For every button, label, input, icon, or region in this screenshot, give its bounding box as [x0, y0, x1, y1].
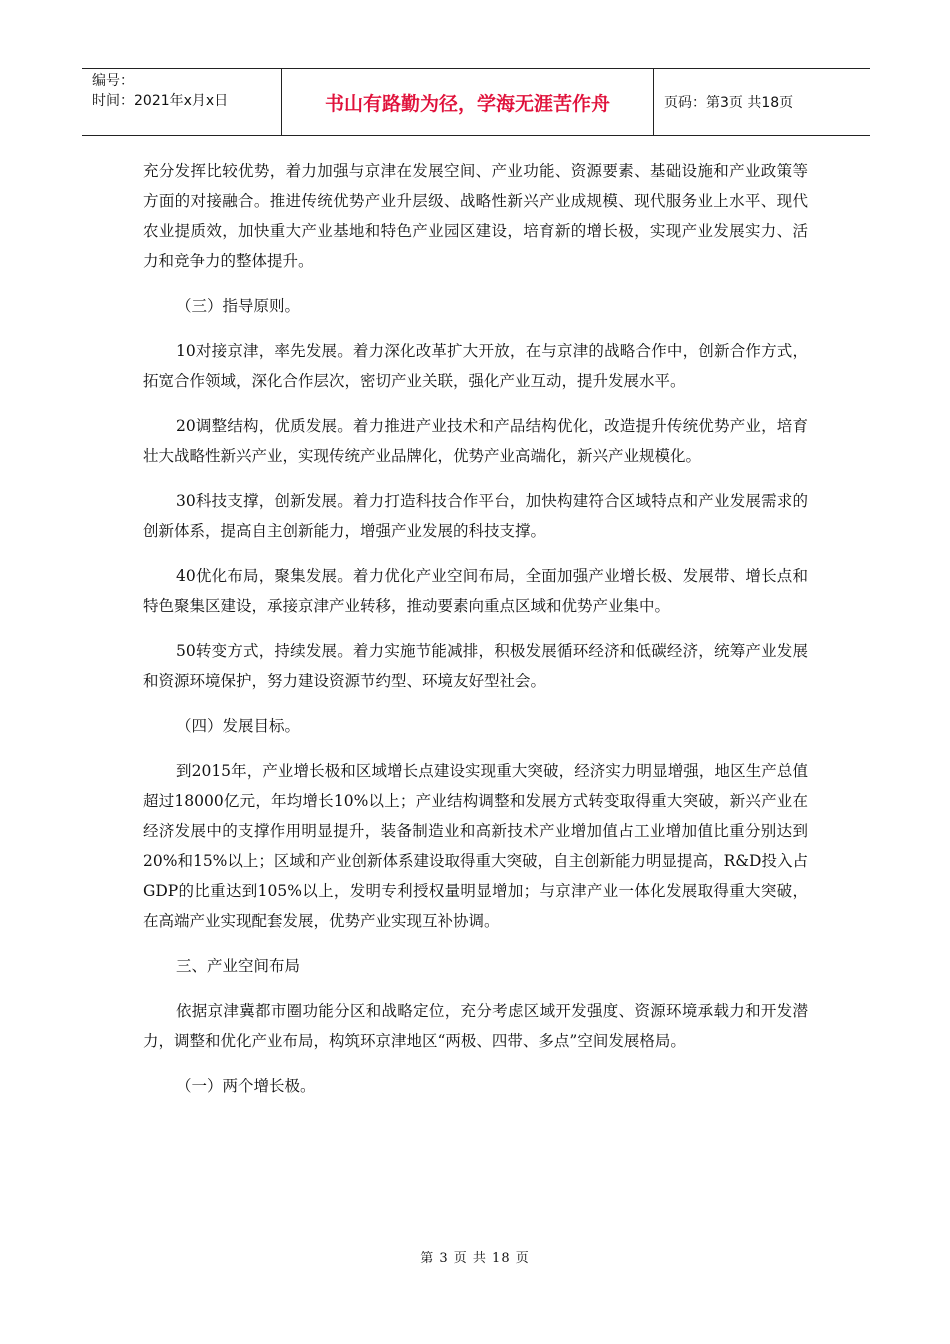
page-footer: 第 3 页 共 18 页	[420, 1251, 530, 1266]
paragraph: 依据京津冀都市圈功能分区和战略定位，充分考虑区域开发强度、资源环境承载力和开发潜力，调整和优化产业布局，构筑环京津地区“两极、四带、多点”空间发展格局。	[143, 1002, 808, 1050]
header-page-info: 页码：第3页 共18页	[664, 95, 794, 111]
document-time-label: 时间：2021年x月x日	[92, 93, 229, 109]
paragraph: 充分发挥比较优势，着力加强与京津在发展空间、产业功能、资源要素、基础设施和产业政策等方面的对接融合。推进传统优势产业升层级、战略性新兴产业成规模、现代服务业上水平、现代农业提质效，加快重大产业基地和特色产业园区建设，培育新的增长极，实现产业发展实力、活力和竞争力的整体提升。	[143, 162, 808, 270]
page-header	[82, 68, 870, 136]
paragraph: 10对接京津，率先发展。着力深化改革扩大开放，在与京津的战略合作中，创新合作方式，拓宽合作领域，深化合作层次，密切产业关联，强化产业互动，提升发展水平。	[143, 342, 808, 390]
paragraph: 50转变方式，持续发展。着力实施节能减排，积极发展循环经济和低碳经济，统筹产业发展和资源环境保护，努力建设资源节约型、环境友好型社会。	[143, 642, 808, 690]
paragraph: 20调整结构，优质发展。着力推进产业技术和产品结构优化，改造提升传统优势产业，培育壮大战略性新兴产业，实现传统产业品牌化，优势产业高端化，新兴产业规模化。	[143, 417, 808, 465]
header-meta	[82, 69, 282, 135]
header-motto: 书山有路勤为径，学海无涯苦作舟	[282, 69, 654, 135]
paragraph: 到2015年，产业增长极和区域增长点建设实现重大突破，经济实力明显增强，地区生产总值超过18000亿元，年均增长10%以上；产业结构调整和发展方式转变取得重大突破，新兴产业在经济发展中的支撑作用明显提升，装备制造业和高新技术产业增加值占工业增加值比重分别达到20%和15%以上；区域和产业创新体系建设取得重大突破，自主创新能力明显提高，R&D投入占GDP的比重达到105%以上，发明专利授权量明显增加；与京津产业一体化发展取得重大突破，在高端产业实现配套发展，优势产业实现互补协调。	[143, 762, 808, 930]
section-heading: （四）发展目标。	[176, 717, 301, 735]
section-heading: （一）两个增长极。	[176, 1077, 316, 1095]
document-body	[143, 156, 808, 1116]
section-heading: 三、产业空间布局	[176, 957, 301, 975]
paragraph: 40优化布局，聚集发展。着力优化产业空间布局，全面加强产业增长极、发展带、增长点和特色聚集区建设，承接京津产业转移，推动要素向重点区域和优势产业集中。	[143, 567, 808, 615]
paragraph: 30科技支撑，创新发展。着力打造科技合作平台，加快构建符合区域特点和产业发展需求的创新体系，提高自主创新能力，增强产业发展的科技支撑。	[143, 492, 808, 540]
section-heading: （三）指导原则。	[176, 297, 301, 315]
document-number-label: 编号：	[92, 73, 134, 89]
